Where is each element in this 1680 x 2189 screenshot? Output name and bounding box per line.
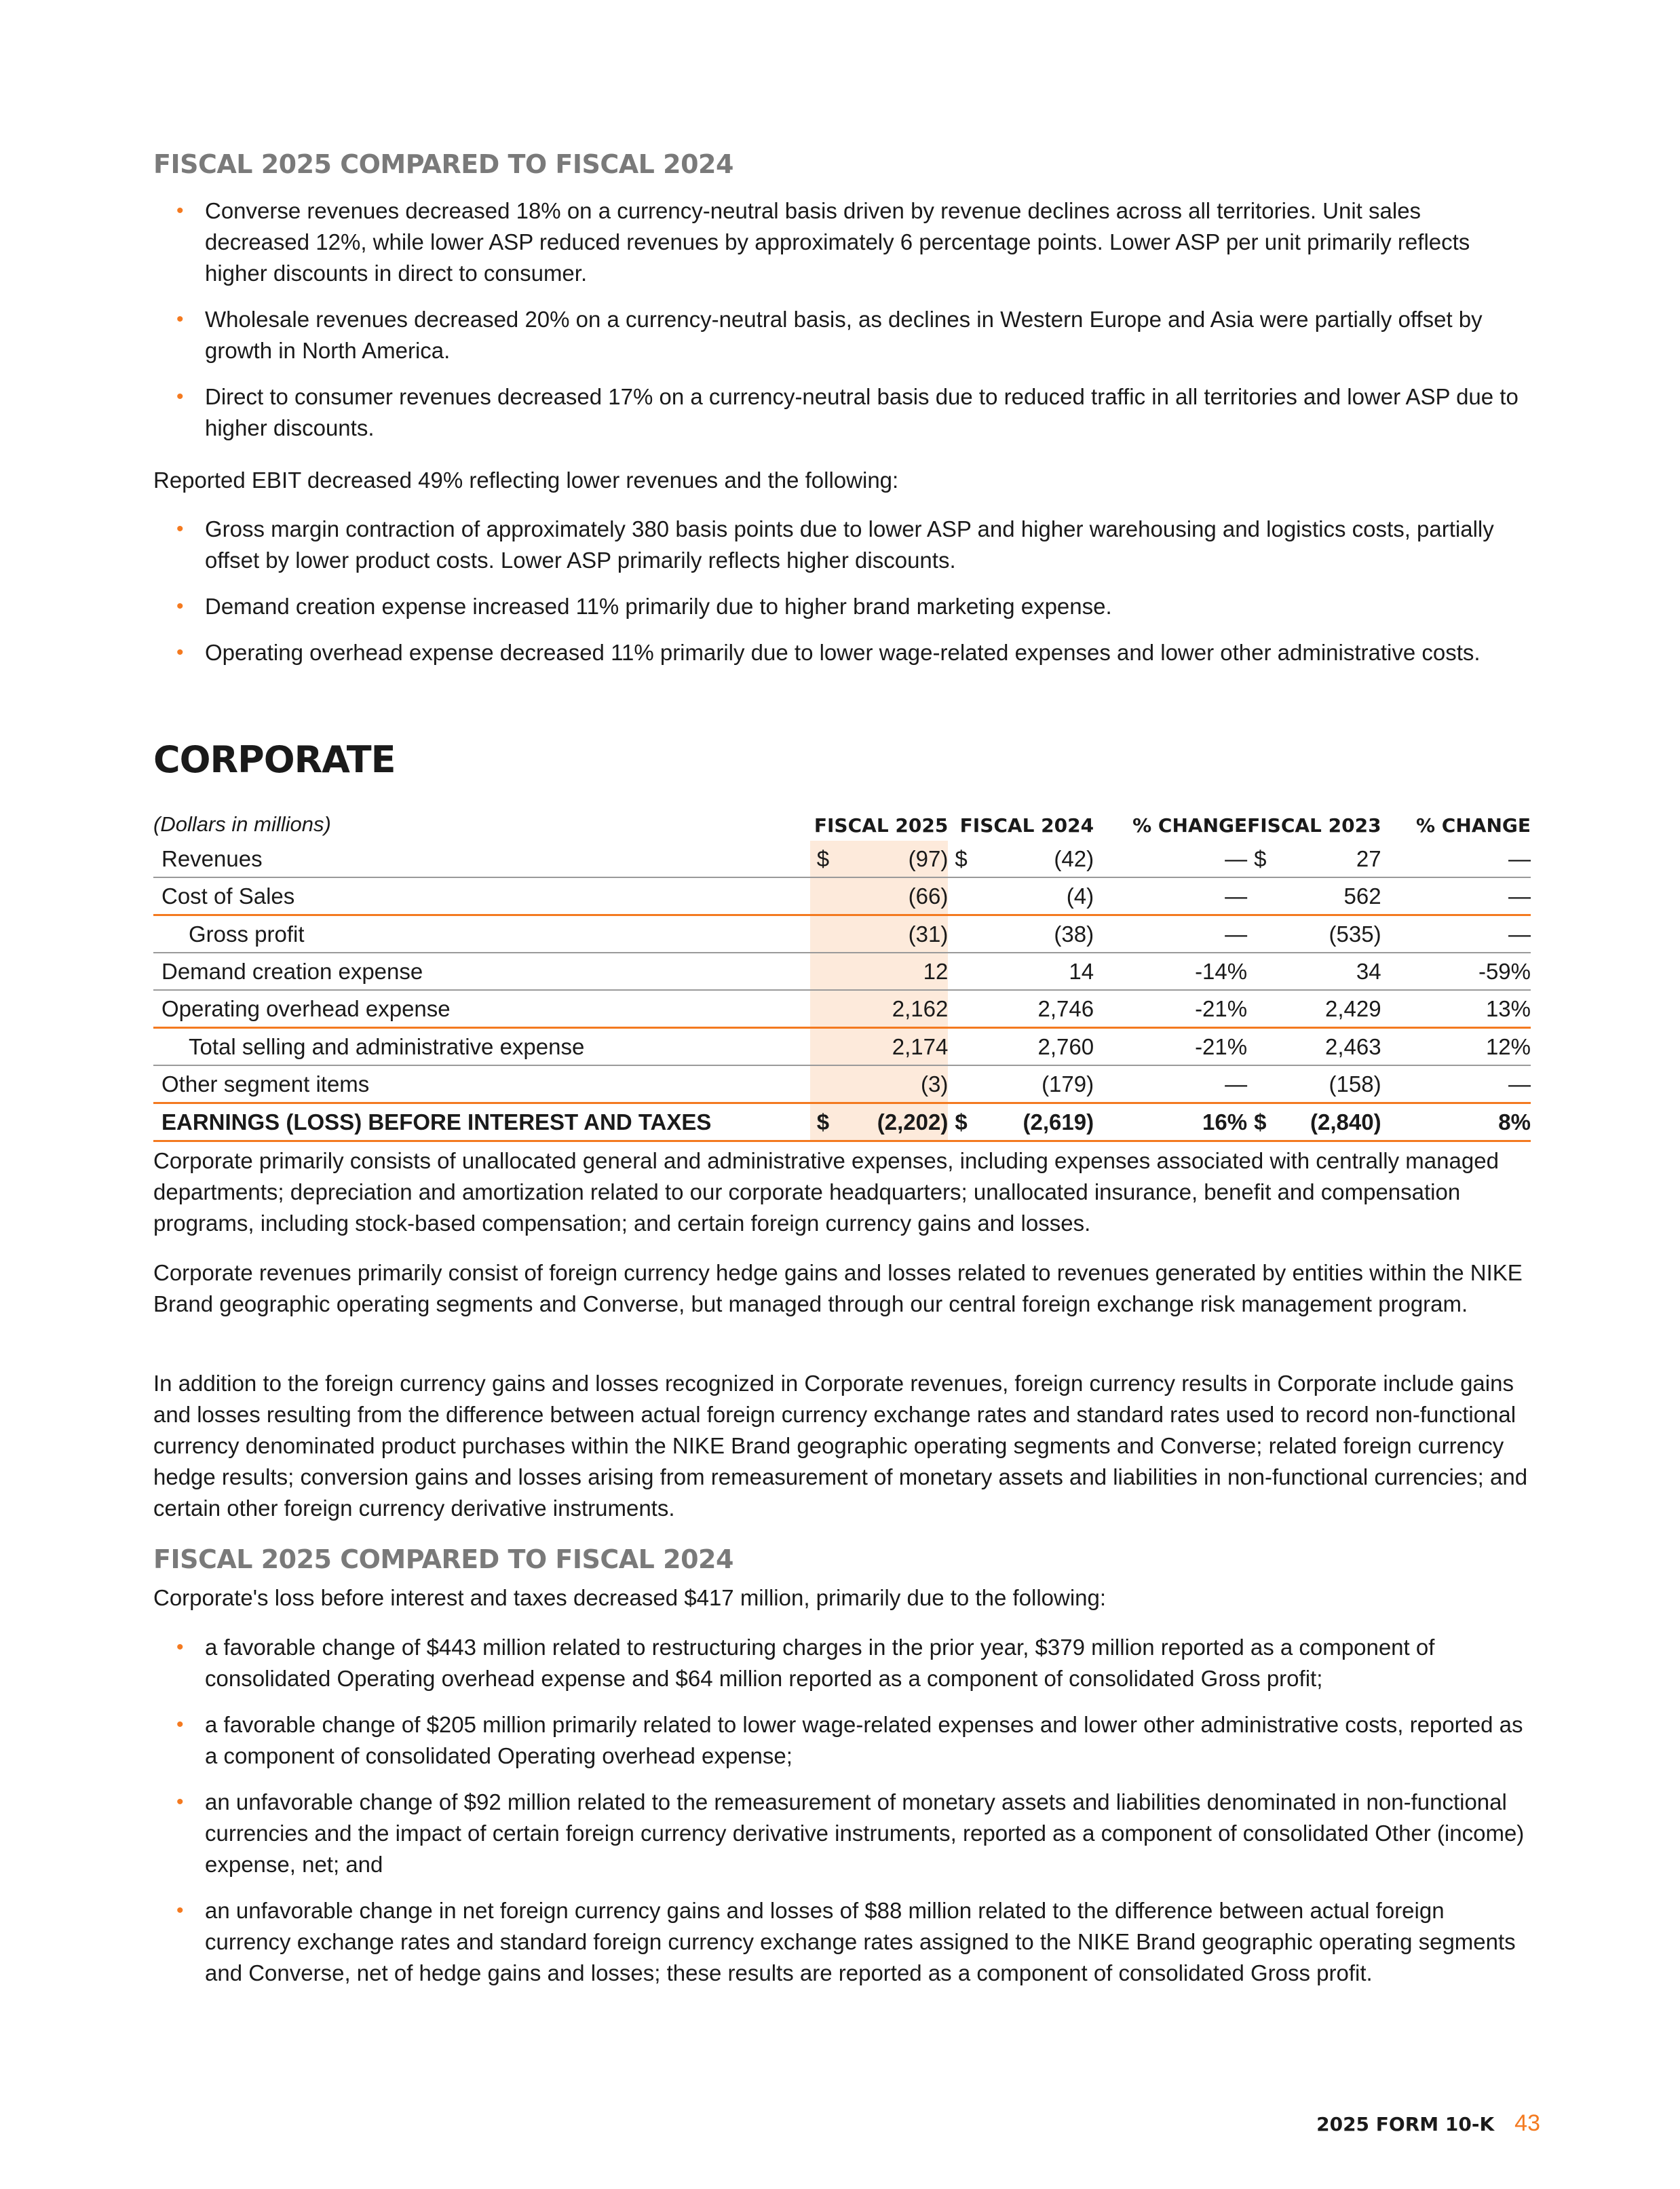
list-item: • a favorable change of $205 million primarily related to lower wage-related expenses and lower other administrative costs, reported as a component of consolidated Operating overhead expense; [153, 1709, 1531, 1772]
ebit-intro: Reported EBIT decreased 49% reflecting lower revenues and the following: [153, 468, 899, 493]
table-row: Gross profit (31) (38) — (535) — [153, 915, 1531, 953]
bullet-icon: • [176, 1791, 184, 1813]
list-item: • Converse revenues decreased 18% on a currency-neutral basis driven by revenue declines across all territories. Unit sales decreased 12%, while lower ASP reduced revenues by approximately 6 percentage points. Lower ASP per unit primarily reflects higher discounts in direct to consumer. [153, 195, 1531, 289]
table-row: Other segment items (3) (179) — (158) — [153, 1065, 1531, 1103]
page-footer [1316, 2110, 1540, 2137]
bullet-icon: • [176, 199, 184, 222]
corporate-loss-intro: Corporate's loss before interest and taxes decreased $417 million, primarily due to the following: [153, 1585, 1107, 1610]
list-item: • Demand creation expense increased 11% primarily due to higher brand marketing expense. [153, 591, 1531, 622]
bullet-icon: • [176, 1899, 184, 1922]
col-header-pct-change: % CHANGE [1132, 814, 1248, 837]
converse-bullet-list [153, 195, 1531, 444]
col-header-fiscal-2024: FISCAL 2024 [959, 814, 1094, 837]
list-item: • an unfavorable change of $92 million related to the remeasurement of monetary assets and liabilities denominated in non-functional currencies and the impact of certain foreign currency derivative instruments, reported as a component of consolidated Other (income) expense, net; and [153, 1787, 1531, 1880]
list-item: • Operating overhead expense decreased 11% primarily due to lower wage-related expenses and lower other administrative costs. [153, 637, 1531, 668]
table-row-total: EARNINGS (LOSS) BEFORE INTEREST AND TAXES $ (2,202) $ (2,619) 16% $ (2,840) 8% [153, 1103, 1531, 1141]
table-row: Operating overhead expense 2,162 2,746 -21% 2,429 13% [153, 990, 1531, 1028]
list-item: • a favorable change of $443 million related to restructuring charges in the prior year, $379 million reported as a component of consolidated Operating overhead expense and $64 million reported as a component of consolidated Gross profit; [153, 1632, 1531, 1694]
table-row: Demand creation expense 12 14 -14% 34 -59% [153, 953, 1531, 990]
bullet-icon: • [176, 1636, 184, 1658]
table-header-row [153, 801, 1531, 841]
col-header-fiscal-2023: FISCAL 2023 [1247, 814, 1381, 837]
bullet-icon: • [176, 308, 184, 330]
form-label: 2025 FORM 10-K [1316, 2113, 1495, 2135]
section-heading-fiscal-2025-corporate: FISCAL 2025 COMPARED TO FISCAL 2024 [153, 1544, 733, 1574]
page-number: 43 [1514, 2110, 1540, 2136]
corporate-paragraph-3: In addition to the foreign currency gains and losses recognized in Corporate revenues, foreign currency results in Corporate include gains and losses resulting from the difference between actual foreign currency exchange rates and standard rates used to record non-functional currency denominated product purchases within the NIKE Brand geographic operating segments and Converse; related foreign currency hedge results; conversion gains and losses arising from remeasurement of monetary assets and liabilities in non-functional currencies; and certain other foreign currency derivative instruments. [153, 1371, 1528, 1521]
bullet-icon: • [176, 385, 184, 408]
corporate-financial-table [153, 801, 1531, 1142]
bullet-icon: • [176, 641, 184, 664]
list-item: • Gross margin contraction of approximately 380 basis points due to lower ASP and higher warehousing and logistics costs, partially offset by lower product costs. Lower ASP primarily reflects higher discounts. [153, 514, 1531, 576]
bullet-icon: • [176, 595, 184, 617]
corporate-bullet-list [153, 1632, 1531, 1989]
col-header-pct-change-2: % CHANGE [1416, 814, 1531, 837]
ebit-bullet-list [153, 514, 1531, 668]
table-row: Total selling and administrative expense 2,174 2,760 -21% 2,463 12% [153, 1028, 1531, 1066]
list-item: • Wholesale revenues decreased 20% on a currency-neutral basis, as declines in Western Europe and Asia were partially offset by growth in North America. [153, 304, 1531, 366]
col-header-fiscal-2025: FISCAL 2025 [814, 814, 949, 837]
section-heading-fiscal-2025: FISCAL 2025 COMPARED TO FISCAL 2024 [153, 149, 733, 179]
corporate-paragraph-1: Corporate primarily consists of unallocated general and administrative expenses, including expenses associated with centrally managed departments; depreciation and amortization related to our corporate headquarters; unallocated insurance, benefit and compensation programs, including stock-based compensation; and certain foreign currency gains and losses. [153, 1148, 1499, 1236]
table-row: Revenues $ (97) $ (42) — $ 27 — [153, 841, 1531, 877]
corporate-heading: CORPORATE [153, 738, 396, 781]
list-item: • Direct to consumer revenues decreased 17% on a currency-neutral basis due to reduced traffic in all territories and lower ASP due to higher discounts. [153, 381, 1531, 444]
bullet-icon: • [176, 1713, 184, 1736]
corporate-paragraph-2: Corporate revenues primarily consist of foreign currency hedge gains and losses related to revenues generated by entities within the NIKE Brand geographic operating segments and Converse, but managed through our central foreign exchange risk management program. [153, 1260, 1523, 1316]
list-item: • an unfavorable change in net foreign currency gains and losses of $88 million related to the difference between actual foreign currency exchange rates and standard foreign currency exchange rates assigned to the NIKE Brand geographic operating segments and Converse, net of hedge gains and losses; these results are reported as a component of consolidated Gross profit. [153, 1895, 1531, 1989]
table-caption: (Dollars in millions) [153, 812, 331, 836]
table-row: Cost of Sales (66) (4) — 562 — [153, 877, 1531, 915]
bullet-icon: • [176, 518, 184, 540]
